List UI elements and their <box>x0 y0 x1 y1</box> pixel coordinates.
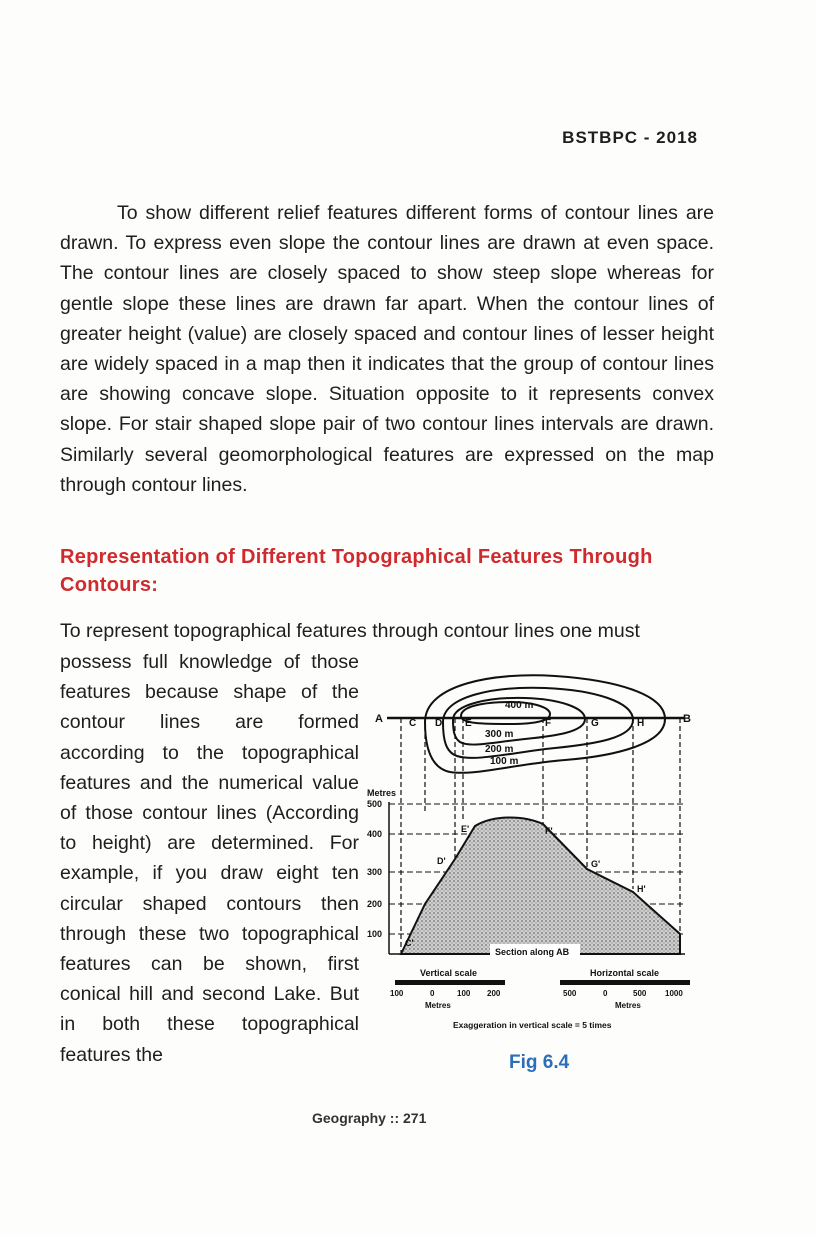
y-tick-100: 100 <box>367 929 383 939</box>
section-point-g-prime: G' <box>591 859 601 869</box>
contour-label-300: 300 m <box>485 729 514 740</box>
vertical-scale-unit: Metres <box>425 1001 451 1010</box>
vertical-scale-tick-0: 100 <box>390 989 404 998</box>
y-tick-500: 500 <box>367 799 383 809</box>
horizontal-scale-tick-1: 0 <box>603 989 608 998</box>
y-tick-300: 300 <box>367 867 383 877</box>
section-label: Section along AB <box>495 947 570 957</box>
section-paragraph-body: possess full knowledge of those features because shape of the contour lines are formed according to the topographical features and the numerical value of those contour lines (According to height) are determined. For example, if you draw eight ten circular shaped contours then through these two topographical features can be shown, first conical hill and second Lake. But in both these topographical features the <box>60 651 359 1066</box>
vertical-scale-tick-3: 200 <box>487 989 501 998</box>
horizontal-scale-tick-2: 500 <box>633 989 647 998</box>
point-label-h: H <box>637 718 645 729</box>
y-tick-400: 400 <box>367 829 383 839</box>
point-label-a: A <box>375 713 383 725</box>
page-header-code: BSTBPC - 2018 <box>562 128 698 147</box>
horizontal-scale-unit: Metres <box>615 1001 641 1010</box>
page-footer: Geography :: 271 <box>312 1110 427 1126</box>
vertical-scale-tick-2: 100 <box>457 989 471 998</box>
point-label-b: B <box>683 713 691 725</box>
section-point-e-prime: E' <box>461 824 470 834</box>
contour-label-400: 400 m <box>505 700 534 711</box>
y-tick-200: 200 <box>367 899 383 909</box>
point-label-c: C <box>409 718 417 729</box>
section-point-c-prime: C' <box>405 938 414 948</box>
section-heading: Representation of Different Topographical Features Through Contours: <box>60 546 653 596</box>
contour-diagram <box>365 664 700 1039</box>
cross-section <box>367 788 685 958</box>
horizontal-scale-tick-0: 500 <box>563 989 577 998</box>
y-axis-title: Metres <box>367 788 397 798</box>
contour-figure <box>365 664 700 1039</box>
point-label-d: D <box>435 718 443 729</box>
figure-caption: Fig 6.4 <box>509 1052 570 1073</box>
section-paragraph-first-line: To represent topographical features through contour lines one must <box>60 620 640 642</box>
paragraph-contour-forms: To show different relief features different forms of contour lines are drawn. To express even slope the contour lines are drawn at even space. The contour lines are closely spaced to show steep slope whereas for gentle slope these lines are drawn far apart. When the contour lines of greater height (value) are closely spaced and contour lines of lesser height are widely spaced in a map then it indicates that the group of contour lines are showing concave slope. Situation opposite to it represents convex slope. For stair shaped slope pair of two contour lines intervals are drawn. Similarly several geomorphological features are expressed on the map through contour lines. <box>60 202 714 496</box>
vertical-scale-tick-1: 0 <box>430 989 435 998</box>
contour-label-100: 100 m <box>490 756 519 767</box>
point-label-f: F <box>545 718 552 729</box>
horizontal-scale-tick-3: 1000 <box>665 989 683 998</box>
horizontal-scale-label: Horizontal scale <box>590 968 660 978</box>
point-label-e: E <box>465 718 472 729</box>
scale-bars <box>390 968 690 1030</box>
section-point-f-prime: F' <box>545 826 553 836</box>
section-point-h-prime: H' <box>637 884 646 894</box>
exaggeration-note: Exaggeration in vertical scale = 5 times <box>453 1020 612 1030</box>
section-point-d-prime: D' <box>437 856 446 866</box>
point-label-g: G <box>591 718 599 729</box>
vertical-scale-label: Vertical scale <box>420 968 478 978</box>
contour-label-200: 200 m <box>485 744 514 755</box>
